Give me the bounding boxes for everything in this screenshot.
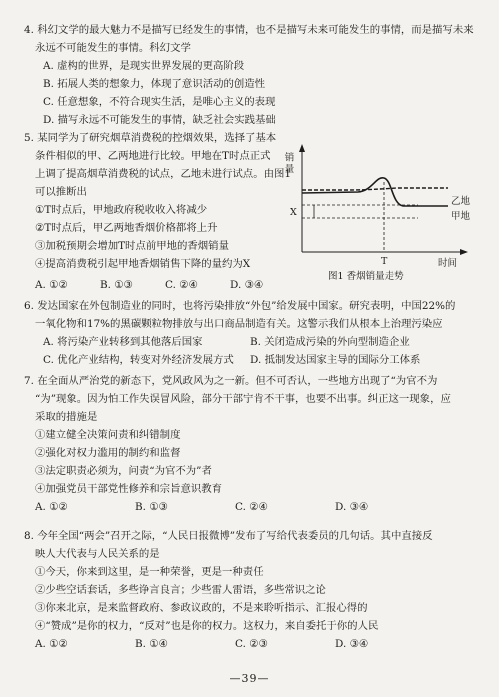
q6-option-a: A. 将污染产业转移到其他落后国家 [43,336,203,348]
q7-item-2: ②强化对权力滥用的制约和监督 [35,447,181,459]
q6-option-d: D. 抵制发达国家主导的国际分工体系 [250,354,421,366]
q8-option-c: C. ②③ [235,638,268,650]
y-tick-x: X [290,207,297,218]
q6-stem-line-2: 一氧化物和17%的黑碳颗粒物排放与出口商品制造有关。这警示我们从根本上治理污染应 [35,318,443,330]
y-axis-label: 销量 [282,152,294,175]
q8-option-d: D. ③④ [335,638,369,650]
q7-stem-line-2: “为”现象。因为怕工作失误冒风险，部分干部宁肯不干事，也要不出事。纠正这一现象，应 [35,393,451,405]
series-yidi-line [302,188,448,190]
q5-item-2: ②T时点后，甲乙两地香烟价格都将上升 [35,222,218,234]
legend-jiadi: 甲地 [451,211,471,222]
q5-stem-line-1: 5. 某同学为了研究烟草消费税的控烟效果，选择了基本 [24,132,277,144]
q5-stem-line-3: 上调了提高烟草消费税的试点，乙地未进行试点。由图1 [35,168,291,180]
q5-item-3: ③加税预期会增加T时点前甲地的香烟销量 [35,240,229,252]
q5-stem-line-2: 条件相似的甲、乙两地进行比较。甲地在T时点正式 [35,150,271,162]
q7-item-1: ①建立健全决策问责和纠错制度 [35,429,181,441]
series-jiadi-line [302,178,448,206]
q4-stem-line-2: 永远不可能发生的事情。科幻文学 [35,42,191,54]
q7-item-4: ④加强党员干部党性修养和宗旨意识教育 [35,483,223,495]
q5-option-c: C. ②④ [165,279,198,291]
q7-stem-line-3: 采取的措施是 [35,411,98,423]
q6-option-c: C. 优化产业结构，转变对外经济发展方式 [43,354,234,366]
x-axis-arrow [460,249,468,255]
q7-option-d: D. ③④ [335,501,369,513]
q8-option-a: A. ①② [35,638,68,650]
q5-option-a: A. ①② [35,279,68,291]
q8-item-1: ①今天，你来到这里，是一种荣誉，更是一种责任 [35,566,264,578]
q7-option-a: A. ①② [35,501,68,513]
q7-option-b: B. ①③ [135,501,168,513]
x-axis-label: 时间 [438,258,458,269]
q8-item-3: ③你来北京，是来监督政府、参政议政的，不是来聆听指示、汇报心得的 [35,602,368,614]
q4-stem-line-1: 4. 科幻文学的最大魅力不是描写已经发生的事情，也不是描写未来可能发生的事情，而是描写未来 [24,24,474,36]
q6-stem-line-1: 6. 发达国家在外包制造业的同时，也将污染排放“外包”给发展中国家。研究表明，中国22%的 [24,300,456,312]
q4-option-b: B. 拓展人类的想象力，体现了意识活动的创造性 [43,78,266,90]
figure-1-chart [282,142,478,282]
q5-item-1: ①T时点后，甲地政府税收收入将减少 [35,204,208,216]
q8-stem-line-1: 8. 今年全国“两会”召开之际，“人民日报微博”发布了写给代表委员的几句话。其中直接反 [24,530,433,542]
q7-stem-line-1: 7. 在全面从严治党的新态下，党风政风为之一新。但不可否认，一些地方出现了“为官不为 [24,375,438,387]
q5-option-d: D. ③④ [230,279,264,291]
q7-option-c: C. ②④ [235,501,268,513]
q8-stem-line-2: 映人大代表与人民关系的是 [35,548,160,560]
q8-option-b: B. ①④ [135,638,168,650]
q7-item-3: ③法定职责必须为，问责“为官不为”者 [35,465,212,477]
chart-caption: 图1 香烟销量走势 [328,271,404,282]
q8-item-2: ②少些空话套话，多些诤言良言；少些雷人雷语，多些常识之论 [35,584,326,596]
q4-option-d: D. 描写永远不可能发生的事情，缺乏社会实践基础 [43,114,276,126]
q8-item-4: ④“赞成”是你的权力，“反对”也是你的权力。这权力，来自委托于你的人民 [35,620,379,632]
y-axis-arrow [299,144,305,152]
legend-yidi: 乙地 [451,196,471,207]
q5-option-b: B. ①③ [100,279,133,291]
q6-option-b: B. 关闭造成污染的外向型制造企业 [250,336,410,348]
page-number: —39— [229,672,270,685]
q4-option-a: A. 虚构的世界，是现实世界发展的更高阶段 [43,60,245,72]
q5-item-4: ④提高消费税引起甲地香烟销售下降的量约为X [35,258,251,270]
x-tick-t: T [381,256,388,267]
q5-stem-line-4: 可以推断出 [35,186,87,198]
q4-option-c: C. 任意想象，不符合现实生活，是唯心主义的表现 [43,96,276,108]
